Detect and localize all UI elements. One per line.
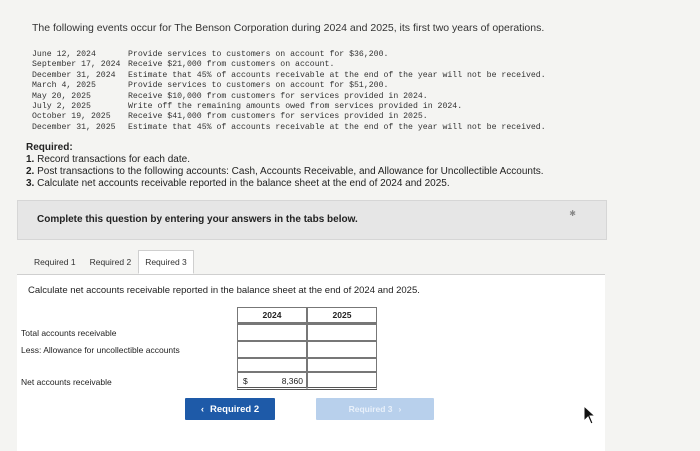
required-item xyxy=(26,166,544,178)
mouse-cursor-icon xyxy=(583,405,597,425)
net-ar-2025-input[interactable] xyxy=(307,372,377,390)
event-date: December 31, 2024 xyxy=(32,70,116,80)
event-row xyxy=(32,123,546,133)
chevron-right-icon: › xyxy=(398,404,402,414)
previous-button-label: Required 2 xyxy=(210,403,260,415)
instructions-panel xyxy=(17,200,607,240)
currency-symbol: $ xyxy=(243,376,248,386)
total-ar-2025-input[interactable] xyxy=(307,324,377,341)
event-desc: Receive $10,000 from customers for services provided in 2024. xyxy=(128,91,428,101)
chevron-left-icon: ‹ xyxy=(200,403,205,415)
required-text: Record transactions for each date. xyxy=(37,154,190,165)
event-row xyxy=(32,71,546,81)
event-row xyxy=(32,112,546,122)
column-header-2025: 2025 xyxy=(332,310,352,320)
allowance-2025-input[interactable] xyxy=(307,341,377,358)
event-row xyxy=(32,81,546,91)
required-text: Post transactions to the following accounts: Cash, Accounts Receivable, and Allowance for Uncollectible Accounts. xyxy=(37,166,544,177)
total-ar-2024-input[interactable] xyxy=(237,324,307,341)
problem-intro: The following events occur for The Benson Corporation during 2024 and 2025, its first two years of operations. xyxy=(32,22,545,34)
question-instruction: Calculate net accounts receivable reported in the balance sheet at the end of 2024 and 2025. xyxy=(28,285,420,296)
required-title: Required: xyxy=(26,142,73,153)
events-list xyxy=(32,50,546,133)
event-desc: Estimate that 45% of accounts receivable at the end of the year will not be received. xyxy=(128,70,546,80)
tab-required-3[interactable]: Required 3 xyxy=(138,250,194,274)
event-row xyxy=(32,50,546,60)
required-text: Calculate net accounts receivable reported in the balance sheet at the end of 2024 and 2025. xyxy=(37,178,450,189)
column-header-2024: 2024 xyxy=(262,310,282,320)
tab-required-2[interactable]: Required 2 xyxy=(83,250,139,274)
asterisk-icon: ✱ xyxy=(569,209,576,218)
event-date: March 4, 2025 xyxy=(32,81,96,91)
event-desc: Estimate that 45% of accounts receivable at the end of the year will not be received. xyxy=(128,122,546,132)
tab-bar xyxy=(27,250,194,274)
tab-required-1[interactable]: Required 1 xyxy=(27,250,83,274)
event-date: October 19, 2025 xyxy=(32,112,111,122)
event-desc: Receive $41,000 from customers for services provided in 2025. xyxy=(128,112,428,122)
tab-content xyxy=(17,274,605,451)
event-date: December 31, 2025 xyxy=(32,122,116,132)
spacer-row-2025 xyxy=(307,358,377,372)
event-row xyxy=(32,60,546,70)
next-button[interactable] xyxy=(316,398,434,420)
required-num: 3. xyxy=(26,178,35,189)
event-row xyxy=(32,102,546,112)
row-label-total-ar: Total accounts receivable xyxy=(21,328,117,338)
spacer-row-2024 xyxy=(237,358,307,372)
required-num: 2. xyxy=(26,166,35,177)
required-num: 1. xyxy=(26,154,35,165)
next-button-label: Required 3 xyxy=(348,404,393,414)
previous-button[interactable] xyxy=(185,398,275,420)
event-desc: Provide services to customers on account for $51,200. xyxy=(128,81,389,91)
event-date: May 20, 2025 xyxy=(32,91,91,101)
net-ar-2024-value: 8,360 xyxy=(281,376,303,386)
event-date: September 17, 2024 xyxy=(32,60,121,70)
event-desc: Receive $21,000 from customers on account. xyxy=(128,60,335,70)
row-label-net-ar: Net accounts receivable xyxy=(21,377,112,387)
event-desc: Write off the remaining amounts owed from services provided in 2024. xyxy=(128,102,463,112)
required-item xyxy=(26,154,544,166)
required-section xyxy=(26,142,544,190)
event-row xyxy=(32,92,546,102)
required-item xyxy=(26,178,544,190)
event-desc: Provide services to customers on account for $36,200. xyxy=(128,50,389,59)
event-date: June 12, 2024 xyxy=(32,50,96,59)
allowance-2024-input[interactable] xyxy=(237,341,307,358)
row-label-allowance: Less: Allowance for uncollectible accounts xyxy=(21,345,180,355)
event-date: July 2, 2025 xyxy=(32,102,91,112)
panel-text: Complete this question by entering your answers in the tabs below. xyxy=(37,214,358,225)
